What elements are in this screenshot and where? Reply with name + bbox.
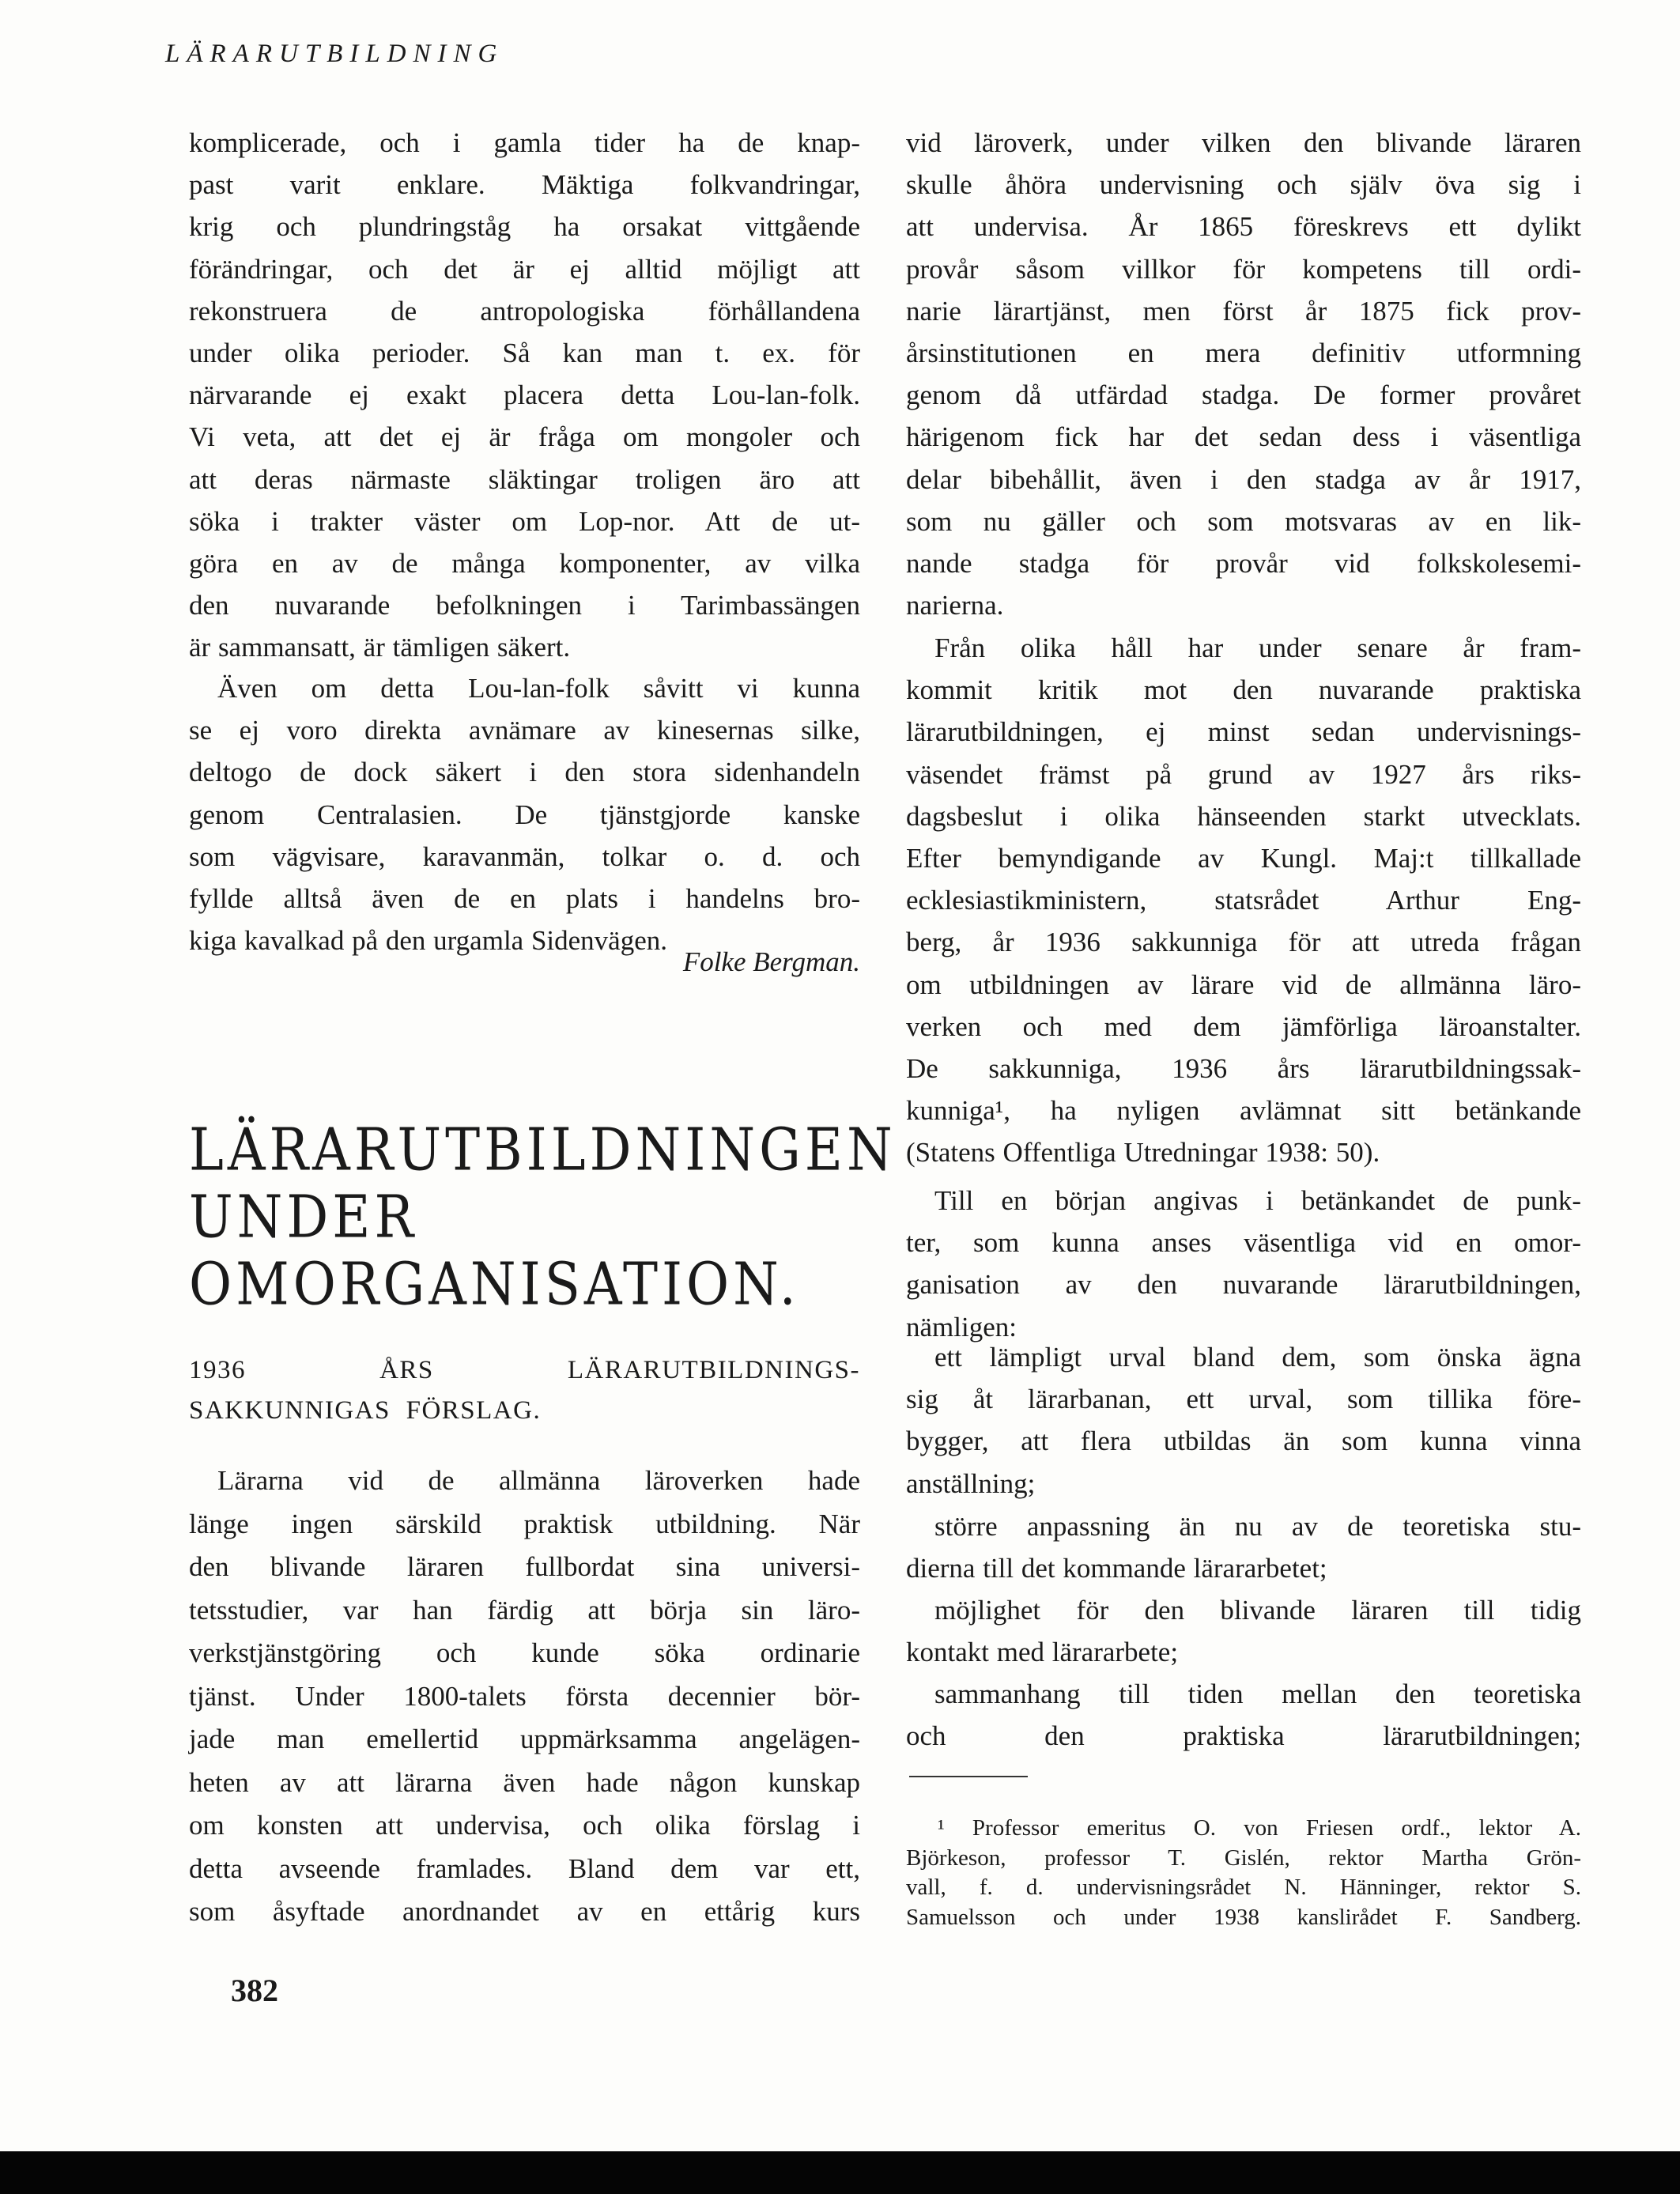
text-line: kommit kritik mot den nuvarande praktiska: [906, 674, 1581, 706]
text-line: närvarande ej exakt placera detta Lou-lan-folk.: [189, 380, 860, 411]
text-line: tjänst. Under 1800-talets första decennier bör-: [189, 1680, 860, 1712]
text-line: vall, f. d. undervisningsrådet N. Hänninger, rektor S.: [906, 1875, 1581, 1901]
text-line: ter, som kunna anses väsentliga vid en omor-: [906, 1227, 1581, 1259]
text-line: under olika perioder. Så kan man t. ex. för: [189, 337, 860, 368]
text-line: detta avseende framlades. Bland dem var ett,: [189, 1852, 860, 1884]
text-line: ganisation av den nuvarande lärarutbildningen,: [906, 1269, 1581, 1301]
text-line: past varit enklare. Mäktiga folkvandringar,: [189, 169, 860, 201]
text-line: ett lämpligt urval bland dem, som önska ägna: [934, 1342, 1581, 1373]
text-line: skulle åhöra undervisning och själv öva sig i: [906, 169, 1581, 201]
text-line: kontakt med lärararbete;: [906, 1637, 1179, 1668]
list-item: [906, 1589, 1581, 1673]
text-line: ecklesiastikministern, statsrådet Arthur Eng-: [906, 885, 1581, 916]
text-line: verken och med dem jämförliga läroanstalter.: [906, 1010, 1581, 1042]
article-title: [189, 1116, 897, 1319]
paragraph: [906, 122, 1581, 626]
page-number: 382: [231, 1973, 278, 2008]
text-line: den blivande läraren fullbordat sina universi-: [189, 1551, 860, 1582]
text-line: som nu gäller och som motsvaras av en lik-: [906, 505, 1581, 537]
paragraph: [189, 667, 860, 961]
text-line: större anpassning än nu av de teoretiska stu-: [934, 1511, 1581, 1542]
text-line: fyllde alltså även de en plats i handelns bro-: [189, 882, 860, 914]
text-line: narie lärartjänst, men först år 1875 fick prov-: [906, 295, 1581, 327]
text-line: sig åt lärarbanan, ett urval, som tillika före-: [906, 1384, 1581, 1415]
text-line: söka i trakter väster om Lop-nor. Att de ut-: [189, 505, 860, 537]
text-line: ¹ Professor emeritus O. von Friesen ordf., lektor A.: [938, 1815, 1581, 1841]
text-line: delar bibehållit, även i den stadga av år 1917,: [906, 463, 1581, 495]
text-line: Samuelsson och under 1938 kanslirådet F. Sandberg.: [906, 1905, 1581, 1931]
text-line: Lärarna vid de allmänna läroverken hade: [217, 1465, 860, 1496]
text-line: årsinstitutionen en mera definitiv utformning: [906, 337, 1581, 368]
text-line: bygger, att flera utbildas än som kunna vinna: [906, 1426, 1581, 1457]
scan-border: [0, 2151, 1680, 2194]
text-line: är sammansatt, är tämligen säkert.: [189, 632, 571, 663]
text-line: om utbildningen av lärare vid de allmänna läro-: [906, 969, 1581, 1000]
list-item: [906, 1336, 1581, 1505]
text-line: vid läroverk, under vilken den blivande läraren: [906, 127, 1581, 158]
text-line: rekonstruera de antropologiska förhållandena: [189, 295, 860, 327]
list-item: [906, 1673, 1581, 1757]
text-line: Björkeson, professor T. Gislén, rektor Martha Grön-: [906, 1845, 1581, 1871]
paragraph: [906, 627, 1581, 1173]
text-line: om konsten att undervisa, och olika förslag i: [189, 1810, 860, 1841]
text-line: berg, år 1936 sakkunniga för att utreda frågan: [906, 927, 1581, 958]
paragraph: [189, 122, 860, 668]
text-line: jade man emellertid uppmärksamma angelägen-: [189, 1724, 860, 1754]
text-line: som åsyftade anordnandet av en ettårig kurs: [189, 1896, 860, 1927]
text-line: provår såsom villkor för kompetens till ordi-: [906, 253, 1581, 285]
text-line: SAKKUNNIGAS FÖRSLAG.: [189, 1396, 542, 1425]
text-line: Till en början angivas i betänkandet de punk-: [934, 1185, 1581, 1216]
text-line: tetsstudier, var han färdig att börja sin läro-: [189, 1594, 860, 1626]
text-line: LÄRARUTBILDNINGEN: [189, 1116, 897, 1184]
text-line: verkstjänstgöring och kunde söka ordinarie: [189, 1637, 860, 1668]
text-line: nämligen:: [906, 1311, 1017, 1342]
text-line: deltogo de dock säkert i den stora sidenhandeln: [189, 757, 860, 788]
text-line: väsendet främst på grund av 1927 års riks-: [906, 758, 1581, 790]
article-subtitle: [189, 1350, 860, 1431]
text-line: och den praktiska lärarutbildningen;: [906, 1720, 1581, 1752]
text-line: härigenom fick har det sedan dess i väsentliga: [906, 421, 1581, 453]
text-line: sammanhang till tiden mellan den teoretiska: [934, 1679, 1581, 1709]
text-line: (Statens Offentliga Utredningar 1938: 50).: [906, 1137, 1380, 1169]
running-head: LÄRARUTBILDNING: [165, 40, 504, 68]
text-line: Vi veta, att det ej är fråga om mongoler och: [189, 421, 860, 453]
footnote-divider: [909, 1776, 1028, 1777]
text-line: 1936 ÅRS LÄRARUTBILDNINGS-: [189, 1356, 860, 1384]
text-line: länge ingen särskild praktisk utbildning. När: [189, 1508, 860, 1539]
text-line: heten av att lärarna även hade någon kunskap: [189, 1766, 860, 1798]
text-line: lärarutbildningen, ej minst sedan undervisnings-: [906, 716, 1581, 748]
text-line: den nuvarande befolkningen i Tarimbassängen: [189, 590, 860, 621]
text-line: komplicerade, och i gamla tider ha de knap-: [189, 127, 860, 158]
text-line: krig och plundringståg ha orsakat vittgående: [189, 211, 860, 243]
list-item: [906, 1505, 1581, 1589]
text-line: kiga kavalkad på den urgamla Sidenvägen.: [189, 925, 667, 957]
text-line: anställning;: [906, 1467, 1036, 1499]
text-line: UNDER: [189, 1183, 418, 1252]
text-line: Från olika håll har under senare år fram-: [934, 633, 1581, 663]
text-line: De sakkunniga, 1936 års lärarutbildningssak-: [906, 1052, 1581, 1084]
text-line: genom Centralasien. De tjänstgjorde kanske: [189, 799, 860, 830]
text-line: OMORGANISATION.: [189, 1250, 800, 1319]
text-line: Även om detta Lou-lan-folk såvitt vi kunna: [217, 673, 860, 704]
text-line: kunniga¹, ha nyligen avlämnat sitt betänkande: [906, 1095, 1581, 1127]
text-line: att deras närmaste släktingar troligen äro att: [189, 463, 860, 495]
text-line: dagsbeslut i olika hänseenden starkt utvecklats.: [906, 800, 1581, 832]
text-line: narierna.: [906, 590, 1004, 621]
paragraph: [189, 1460, 860, 1934]
text-line: som vägvisare, karavanmän, tolkar o. d. och: [189, 840, 860, 872]
text-line: dierna till det kommande lärararbetet;: [906, 1553, 1327, 1584]
author-signature: Folke Bergman.: [682, 946, 860, 977]
text-line: förändringar, och det är ej alltid möjligt att: [189, 253, 860, 285]
text-line: möjlighet för den blivande läraren till tidig: [934, 1595, 1581, 1626]
text-line: genom då utfärdad stadga. De former provåret: [906, 380, 1581, 411]
text-line: att undervisa. År 1865 föreskrevs ett dylikt: [906, 211, 1581, 243]
text-line: nande stadga för provår vid folkskolesemi-: [906, 547, 1581, 579]
text-line: göra en av de många komponenter, av vilka: [189, 547, 860, 579]
footnote: [906, 1814, 1581, 1933]
text-line: Efter bemyndigande av Kungl. Maj:t tillkallade: [906, 842, 1581, 874]
paragraph: [906, 1180, 1581, 1348]
text-line: se ej voro direkta avnämare av kinesernas silke,: [189, 715, 860, 746]
